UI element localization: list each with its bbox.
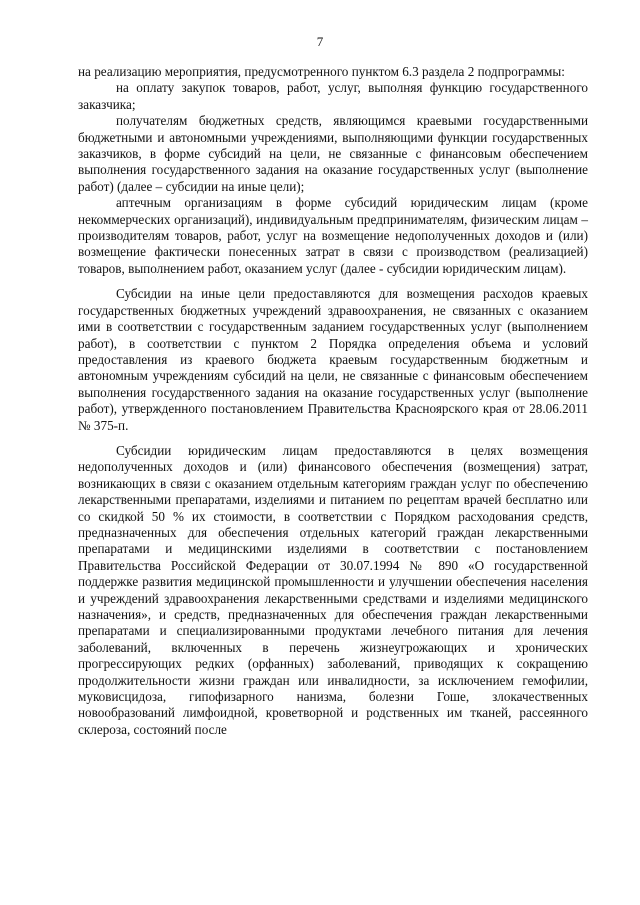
page-number: 7 [316,34,324,49]
paragraph-budget-recipients: получателям бюджетных средств, являющимся краевыми государственными бюджетными и автономными учреждениями, выполняющими функции государственных заказчиков, в форме субсидий на цели, не связанные с финансовым обеспечением выполнения государственного задания на оказание государственных услуг (выполнение работ) (далее – субсидии на иные цели); [78,113,588,194]
paragraph-procurement: на оплату закупок товаров, работ, услуг, выполняя функцию государственного заказчика; [78,80,588,112]
paragraph-subsidies-other-purposes: Субсидии на иные цели предоставляются для возмещения расходов краевых государственных бюджетных учреждений здравоохранения, не связанных с оказанием ими в соответствии с государственным заданием государственных услуг (выполнением работ), в соответствии с пунктом 2 Порядка определения объема и условий предоставления из краевого бюджета краевым государственным бюджетным и автономным учреждениям субсидий на цели, не связанные с финансовым обеспечением выполнения государственного задания на оказание государственных услуг (выполнение работ), утвержденного постановлением Правительства Красноярского края от 28.06.2011 № 375-п. [78,286,588,433]
paragraph-intro: на реализацию мероприятия, предусмотренного пунктом 6.3 раздела 2 подпрограммы: [78,64,565,79]
document-body [78,64,588,738]
paragraph-subsidies-legal-entities: Субсидии юридическим лицам предоставляются в целях возмещения недополученных доходов и (или) финансового обеспечения (возмещения) затрат, возникающих в связи с оказанием отдельным категориям граждан услуг по обеспечению лекарственными препаратами, изделиями и питанием по рецептам врачей бесплатно или со скидкой 50 % их стоимости, в соответствии с Порядком расходования средств, предназначенных для обеспечения отдельных категорий граждан лекарственными препаратами и медицинскими изделиями в соответствии с постановлением Правительства Российской Федерации от 30.07.1994 № 890 «О государственной поддержке развития медицинской промышленности и улучшении обеспечения населения и учреждений здравоохранения лекарственными средствами и изделиями медицинского назначения», и средств, предназначенных для обеспечения граждан лекарственными препаратами и специализированными продуктами лечебного питания для лечения заболеваний, включенных в перечень жизнеугрожающих и хронических прогрессирующих редких (орфанных) заболеваний, приводящих к сокращению продолжительности жизни граждан или инвалидности, за исключением гемофилии, муковисцидоза, гипофизарного нанизма, болезни Гоше, злокачественных новообразований лимфоидной, кроветворной и родственных им тканей, рассеянного склероза, состояний после [78,442,588,737]
paragraph-pharmacy-organizations: аптечным организациям в форме субсидий юридическим лицам (кроме некоммерческих организаций), индивидуальным предпринимателям, физическим лицам – производителям товаров, работ, услуг на возмещение недополученных доходов и (или) возмещение фактически понесенных затрат в связи с производством (реализацией) товаров, выполнением работ, оказанием услуг (далее - субсидии юридическим лицам). [78,195,588,276]
